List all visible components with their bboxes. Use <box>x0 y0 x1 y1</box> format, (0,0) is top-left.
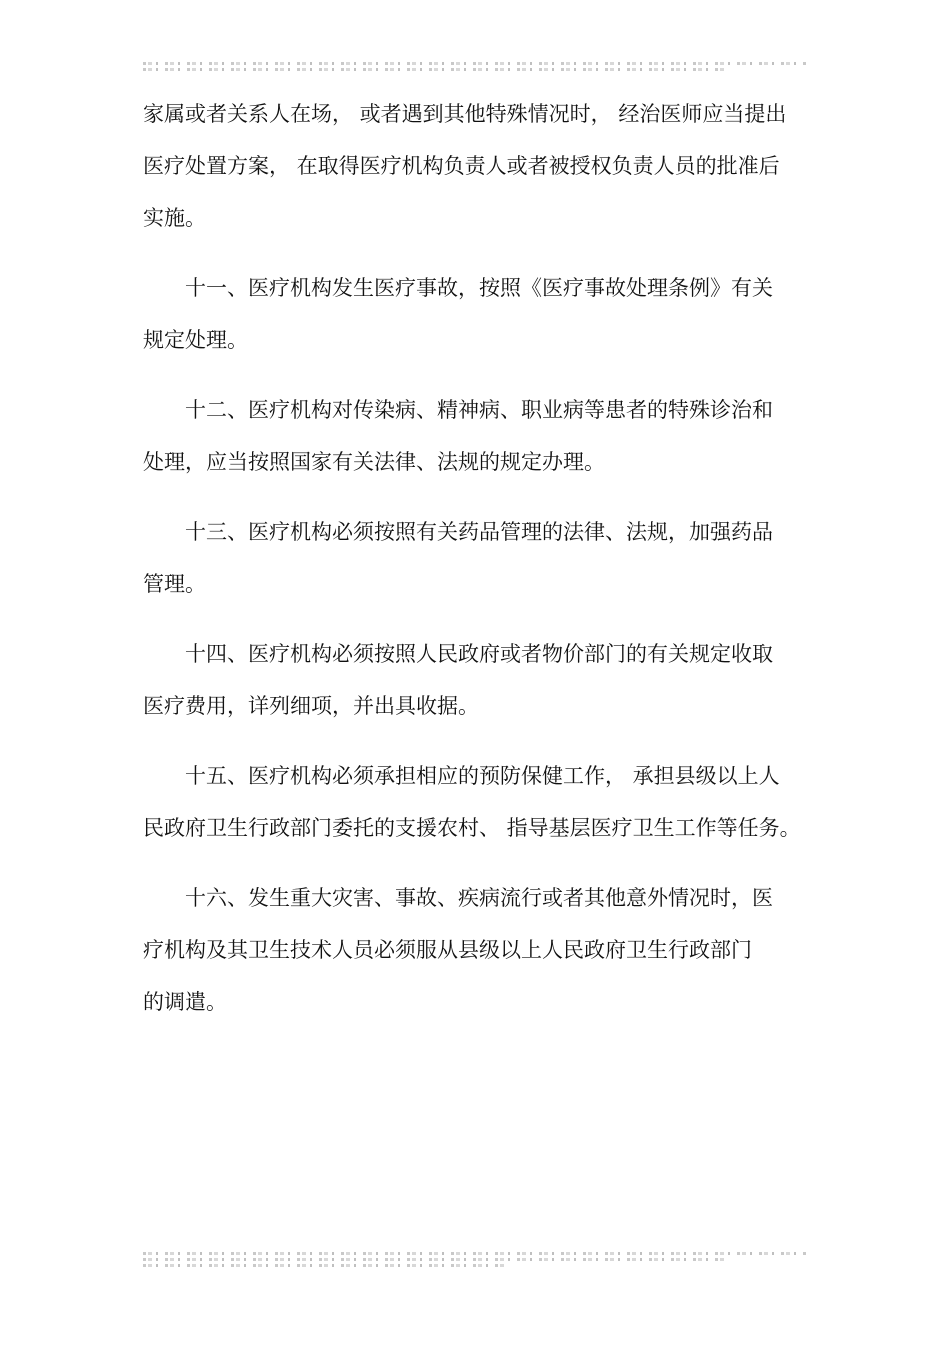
paragraph-continued <box>143 88 807 244</box>
text-line: 医疗处置方案， 在取得医疗机构负责人或者被授权负责人员的批准后 <box>143 154 780 178</box>
text-line: 十二、医疗机构对传染病、精神病、职业病等患者的特殊诊治和 <box>185 398 773 422</box>
text-line: 十四、医疗机构必须按照人民政府或者物价部门的有关规定收取 <box>185 642 773 666</box>
paragraph-article-12 <box>143 384 807 488</box>
paragraph-article-13 <box>143 506 807 610</box>
document-body <box>143 88 807 1046</box>
text-line: 的调遣。 <box>143 990 227 1014</box>
text-line: 实施。 <box>143 206 206 230</box>
text-line: 管理。 <box>143 572 206 596</box>
text-line: 家属或者关系人在场， 或者遇到其他特殊情况时， 经治医师应当提出 <box>143 102 787 126</box>
paragraph-article-14 <box>143 628 807 732</box>
text-line: 医疗费用，详列细项，并出具收据。 <box>143 694 479 718</box>
text-line: 十五、医疗机构必须承担相应的预防保健工作， 承担县级以上人 <box>185 764 780 788</box>
paragraph-article-15 <box>143 750 807 854</box>
header-watermark-noise <box>143 62 807 76</box>
text-line: 处理，应当按照国家有关法律、法规的规定办理。 <box>143 450 605 474</box>
text-line: 疗机构及其卫生技术人员必须服从县级以上人民政府卫生行政部门 <box>143 938 752 962</box>
text-line: 十六、发生重大灾害、事故、疾病流行或者其他意外情况时，医 <box>185 886 773 910</box>
text-line: 规定处理。 <box>143 328 248 352</box>
text-line: 民政府卫生行政部门委托的支援农村、 指导基层医疗卫生工作等任务。 <box>143 816 801 840</box>
text-line: 十三、医疗机构必须按照有关药品管理的法律、法规，加强药品 <box>185 520 773 544</box>
paragraph-article-16 <box>143 872 807 1028</box>
footer-watermark-noise <box>143 1252 807 1270</box>
paragraph-article-11 <box>143 262 807 366</box>
text-line: 十一、医疗机构发生医疗事故，按照《医疗事故处理条例》有关 <box>185 276 773 300</box>
